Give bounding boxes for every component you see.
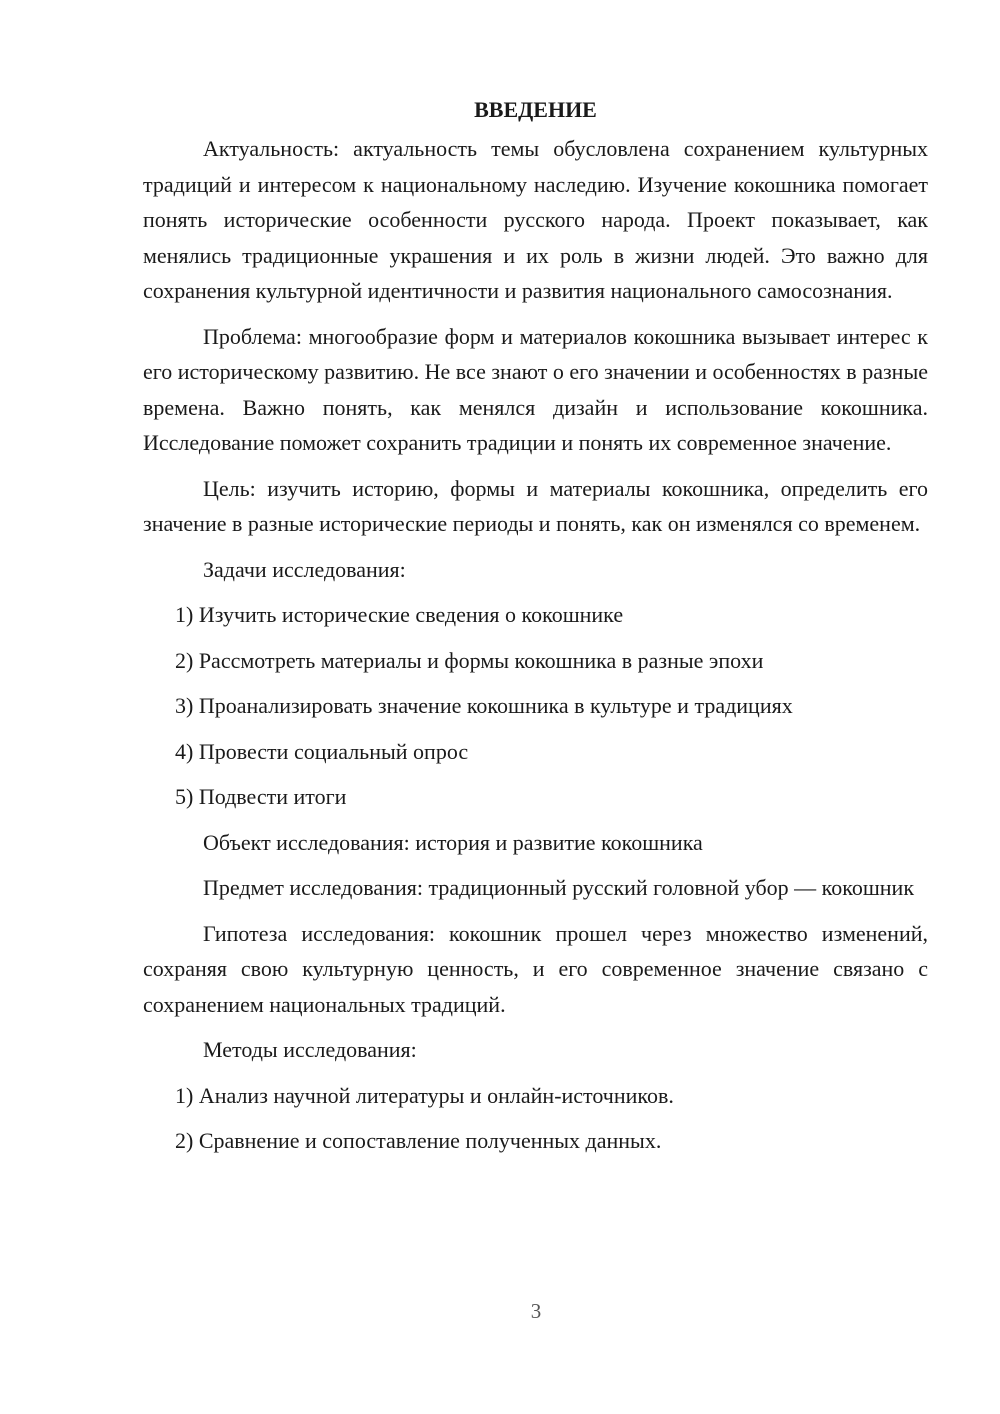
tasks-list [143, 597, 928, 815]
hypothesis-paragraph: Гипотеза исследования: кокошник прошел через множество изменений, сохраняя свою культурную ценность, и его современное значение связано с сохранением национальных традиций. [143, 920, 928, 1017]
list-item: 1) Анализ научной литературы и онлайн-источников. [175, 1082, 674, 1108]
document-page [143, 92, 928, 1169]
methods-list [143, 1078, 928, 1159]
list-item: 5) Подвести итоги [175, 784, 347, 809]
list-item: 3) Проанализировать значение кокошника в культуре и традициях [175, 693, 793, 718]
tasks-heading: Задачи исследования: [203, 556, 406, 582]
methods-heading: Методы исследования: [203, 1037, 417, 1062]
page-title: ВВЕДЕНИЕ [474, 97, 597, 122]
list-item: 1) Изучить исторические сведения о кокошнике [175, 602, 624, 627]
problem-paragraph: Проблема: многообразие форм и материалов кокошника вызывает интерес к его историческому развитию. Не все знают о его значении и особенностях в разные времена. Важно понять, как менялся дизайн и использование кокошника. Исследование поможет сохранить традиции и понять их современное значение. [143, 323, 928, 455]
list-item: 2) Рассмотреть материалы и формы кокошника в разные эпохи [175, 647, 764, 673]
relevance-paragraph: Актуальность: актуальность темы обусловлена сохранением культурных традиций и интересом к национальному наследию. Изучение кокошника помогает понять исторические особенности русского народа. Проект показывает, как менялись традиционные украшения и их роль в жизни людей. Это важно для сохранения культурной идентичности и развития национального самосознания. [143, 136, 928, 303]
subject-paragraph: Предмет исследования: традиционный русский головной убор — кокошник [203, 875, 915, 900]
list-item: 2) Сравнение и сопоставление полученных данных. [175, 1128, 662, 1153]
list-item: 4) Провести социальный опрос [175, 738, 469, 764]
object-line: Объект исследования: история и развитие кокошника [203, 829, 703, 855]
goal-paragraph: Цель: изучить историю, формы и материалы кокошника, определить его значение в разные исторические периоды и понять, как он изменялся со временем. [143, 475, 928, 536]
page-number: 3 [530, 1299, 542, 1323]
